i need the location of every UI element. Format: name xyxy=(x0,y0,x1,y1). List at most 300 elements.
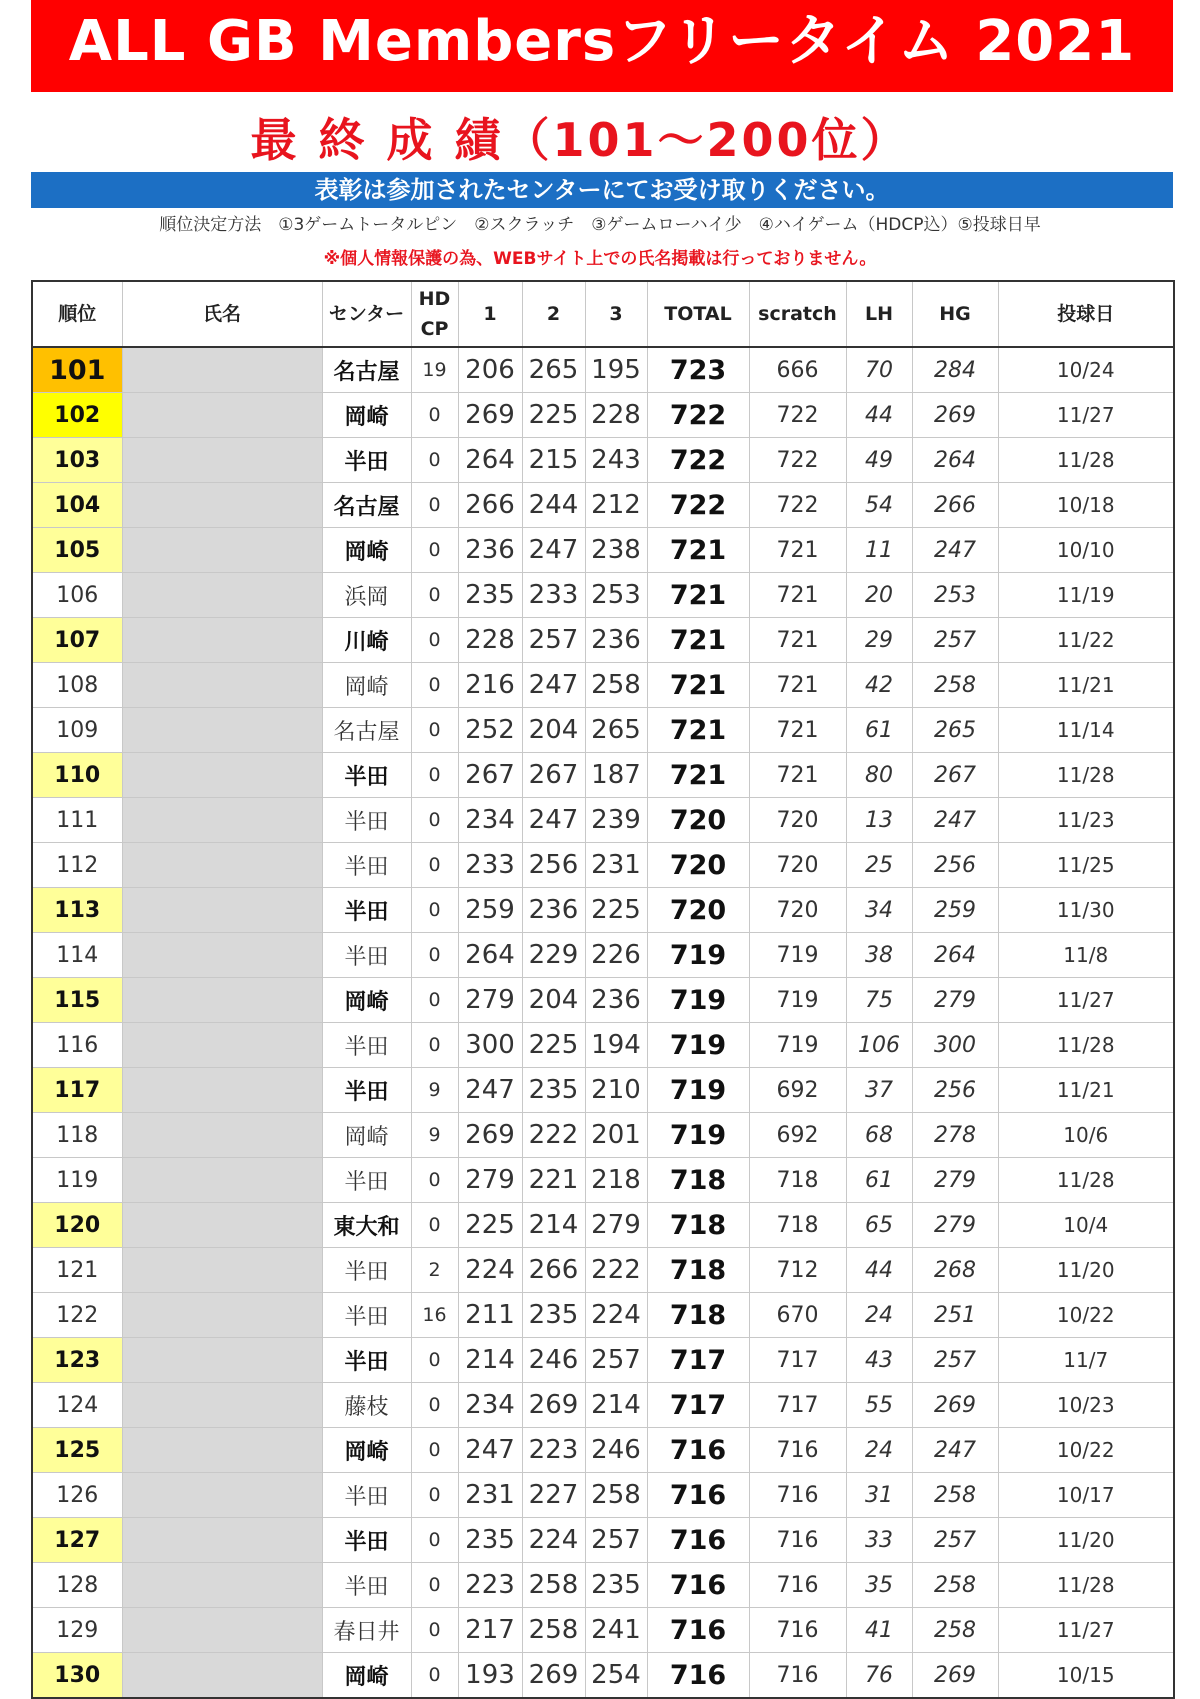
center-cell: 川崎 xyxy=(322,618,411,663)
scratch-cell: 692 xyxy=(749,1113,846,1158)
total-cell: 719 xyxy=(647,933,749,978)
center-cell: 半田 xyxy=(322,1473,411,1518)
scratch-cell: 716 xyxy=(749,1653,846,1699)
name-cell-masked xyxy=(122,798,322,843)
game1-cell: 235 xyxy=(458,1518,522,1563)
game2-cell: 258 xyxy=(522,1563,585,1608)
date-cell: 10/22 xyxy=(998,1428,1174,1473)
game3-cell: 187 xyxy=(585,753,647,798)
scratch-cell: 670 xyxy=(749,1293,846,1338)
hdcp-cell: 0 xyxy=(411,1608,458,1653)
hg-cell: 258 xyxy=(912,1563,998,1608)
total-cell: 716 xyxy=(647,1608,749,1653)
scratch-cell: 721 xyxy=(749,573,846,618)
scratch-cell: 720 xyxy=(749,888,846,933)
date-cell: 10/4 xyxy=(998,1203,1174,1248)
game2-cell: 265 xyxy=(522,347,585,393)
table-row xyxy=(32,1113,1174,1158)
center-cell: 半田 xyxy=(322,1023,411,1068)
rank-cell: 115 xyxy=(32,978,122,1023)
lh-cell: 13 xyxy=(846,798,912,843)
hdcp-cell: 0 xyxy=(411,618,458,663)
center-cell: 岡崎 xyxy=(322,978,411,1023)
hdcp-cell: 0 xyxy=(411,393,458,438)
hg-cell: 269 xyxy=(912,1653,998,1699)
table-row xyxy=(32,438,1174,483)
award-notice: 表彰は参加されたセンターにてお受け取りください。 xyxy=(31,172,1173,208)
total-cell: 721 xyxy=(647,663,749,708)
game3-cell: 212 xyxy=(585,483,647,528)
hdcp-cell: 0 xyxy=(411,798,458,843)
scratch-cell: 666 xyxy=(749,347,846,393)
game1-cell: 224 xyxy=(458,1248,522,1293)
game2-cell: 204 xyxy=(522,978,585,1023)
hdcp-cell: 2 xyxy=(411,1248,458,1293)
total-cell: 716 xyxy=(647,1518,749,1563)
rank-cell: 129 xyxy=(32,1608,122,1653)
rank-cell: 102 xyxy=(32,393,122,438)
game2-cell: 235 xyxy=(522,1293,585,1338)
scratch-cell: 716 xyxy=(749,1563,846,1608)
date-cell: 10/10 xyxy=(998,528,1174,573)
name-cell-masked xyxy=(122,1293,322,1338)
rank-cell: 107 xyxy=(32,618,122,663)
hg-cell: 247 xyxy=(912,528,998,573)
total-cell: 717 xyxy=(647,1338,749,1383)
date-cell: 11/27 xyxy=(998,393,1174,438)
game2-cell: 269 xyxy=(522,1653,585,1699)
col-rank: 順位 xyxy=(32,281,122,347)
game1-cell: 264 xyxy=(458,438,522,483)
hg-cell: 259 xyxy=(912,888,998,933)
scratch-cell: 719 xyxy=(749,1023,846,1068)
rank-cell: 114 xyxy=(32,933,122,978)
scratch-cell: 719 xyxy=(749,978,846,1023)
table-row xyxy=(32,1608,1174,1653)
date-cell: 11/30 xyxy=(998,888,1174,933)
name-cell-masked xyxy=(122,573,322,618)
table-row xyxy=(32,1203,1174,1248)
game1-cell: 259 xyxy=(458,888,522,933)
col-game3: 3 xyxy=(585,281,647,347)
center-cell: 春日井 xyxy=(322,1608,411,1653)
scratch-cell: 716 xyxy=(749,1518,846,1563)
scratch-cell: 721 xyxy=(749,753,846,798)
game2-cell: 247 xyxy=(522,798,585,843)
rank-cell: 113 xyxy=(32,888,122,933)
col-hg: HG xyxy=(912,281,998,347)
lh-cell: 61 xyxy=(846,708,912,753)
name-cell-masked xyxy=(122,663,322,708)
lh-cell: 25 xyxy=(846,843,912,888)
center-cell: 半田 xyxy=(322,933,411,978)
name-cell-masked xyxy=(122,1518,322,1563)
total-cell: 718 xyxy=(647,1293,749,1338)
rank-cell: 128 xyxy=(32,1563,122,1608)
table-body xyxy=(32,347,1174,1698)
name-cell-masked xyxy=(122,1608,322,1653)
game1-cell: 247 xyxy=(458,1068,522,1113)
total-cell: 723 xyxy=(647,347,749,393)
game2-cell: 266 xyxy=(522,1248,585,1293)
hdcp-cell: 0 xyxy=(411,1383,458,1428)
col-total: TOTAL xyxy=(647,281,749,347)
col-hdcp-line1: HD xyxy=(418,288,451,310)
game3-cell: 224 xyxy=(585,1293,647,1338)
lh-cell: 68 xyxy=(846,1113,912,1158)
table-row xyxy=(32,978,1174,1023)
game3-cell: 243 xyxy=(585,438,647,483)
lh-cell: 41 xyxy=(846,1608,912,1653)
game1-cell: 211 xyxy=(458,1293,522,1338)
total-cell: 719 xyxy=(647,978,749,1023)
lh-cell: 61 xyxy=(846,1158,912,1203)
hg-cell: 257 xyxy=(912,1518,998,1563)
table-row xyxy=(32,1518,1174,1563)
rank-cell: 106 xyxy=(32,573,122,618)
rank-cell: 105 xyxy=(32,528,122,573)
game1-cell: 264 xyxy=(458,933,522,978)
rank-cell: 125 xyxy=(32,1428,122,1473)
date-cell: 10/18 xyxy=(998,483,1174,528)
col-game2: 2 xyxy=(522,281,585,347)
title-banner: ALL GB Membersフリータイム 2021 xyxy=(31,0,1173,92)
scratch-cell: 717 xyxy=(749,1383,846,1428)
game3-cell: 195 xyxy=(585,347,647,393)
center-cell: 岡崎 xyxy=(322,1653,411,1699)
date-cell: 11/23 xyxy=(998,798,1174,843)
total-cell: 716 xyxy=(647,1653,749,1699)
hg-cell: 284 xyxy=(912,347,998,393)
game1-cell: 236 xyxy=(458,528,522,573)
table-row xyxy=(32,1653,1174,1699)
total-cell: 721 xyxy=(647,573,749,618)
date-cell: 11/27 xyxy=(998,1608,1174,1653)
name-cell-masked xyxy=(122,1203,322,1248)
name-cell-masked xyxy=(122,978,322,1023)
game1-cell: 279 xyxy=(458,1158,522,1203)
hdcp-cell: 0 xyxy=(411,933,458,978)
hdcp-cell: 0 xyxy=(411,1518,458,1563)
scratch-cell: 716 xyxy=(749,1428,846,1473)
hdcp-cell: 0 xyxy=(411,1023,458,1068)
rank-cell: 103 xyxy=(32,438,122,483)
center-cell: 東大和 xyxy=(322,1203,411,1248)
game2-cell: 233 xyxy=(522,573,585,618)
total-cell: 720 xyxy=(647,798,749,843)
game3-cell: 201 xyxy=(585,1113,647,1158)
rank-cell: 117 xyxy=(32,1068,122,1113)
date-cell: 10/6 xyxy=(998,1113,1174,1158)
date-cell: 10/22 xyxy=(998,1293,1174,1338)
lh-cell: 34 xyxy=(846,888,912,933)
center-cell: 半田 xyxy=(322,753,411,798)
game2-cell: 225 xyxy=(522,1023,585,1068)
center-cell: 名古屋 xyxy=(322,347,411,393)
center-cell: 名古屋 xyxy=(322,708,411,753)
date-cell: 10/24 xyxy=(998,347,1174,393)
rank-cell: 126 xyxy=(32,1473,122,1518)
hdcp-cell: 0 xyxy=(411,1338,458,1383)
hg-cell: 279 xyxy=(912,1203,998,1248)
game3-cell: 258 xyxy=(585,663,647,708)
hg-cell: 264 xyxy=(912,438,998,483)
game3-cell: 236 xyxy=(585,978,647,1023)
name-cell-masked xyxy=(122,933,322,978)
lh-cell: 75 xyxy=(846,978,912,1023)
center-cell: 半田 xyxy=(322,1338,411,1383)
lh-cell: 80 xyxy=(846,753,912,798)
lh-cell: 24 xyxy=(846,1428,912,1473)
date-cell: 11/25 xyxy=(998,843,1174,888)
table-row xyxy=(32,1473,1174,1518)
game2-cell: 267 xyxy=(522,753,585,798)
rank-cell: 123 xyxy=(32,1338,122,1383)
game3-cell: 253 xyxy=(585,573,647,618)
hdcp-cell: 19 xyxy=(411,347,458,393)
game3-cell: 222 xyxy=(585,1248,647,1293)
game2-cell: 257 xyxy=(522,618,585,663)
date-cell: 11/28 xyxy=(998,1023,1174,1068)
hdcp-cell: 0 xyxy=(411,1158,458,1203)
game2-cell: 256 xyxy=(522,843,585,888)
hg-cell: 279 xyxy=(912,1158,998,1203)
game1-cell: 228 xyxy=(458,618,522,663)
name-cell-masked xyxy=(122,1158,322,1203)
rank-cell: 101 xyxy=(32,347,122,393)
center-cell: 半田 xyxy=(322,888,411,933)
privacy-note: ※個人情報保護の為、WEBサイト上での氏名掲載は行っておりません。 xyxy=(323,249,877,269)
game2-cell: 244 xyxy=(522,483,585,528)
rank-cell: 120 xyxy=(32,1203,122,1248)
game2-cell: 269 xyxy=(522,1383,585,1428)
hg-cell: 256 xyxy=(912,1068,998,1113)
rank-cell: 130 xyxy=(32,1653,122,1699)
hg-cell: 266 xyxy=(912,483,998,528)
hdcp-cell: 0 xyxy=(411,978,458,1023)
rank-cell: 116 xyxy=(32,1023,122,1068)
rank-cell: 124 xyxy=(32,1383,122,1428)
hg-cell: 257 xyxy=(912,618,998,663)
table-row xyxy=(32,753,1174,798)
col-name: 氏名 xyxy=(122,281,322,347)
total-cell: 718 xyxy=(647,1248,749,1293)
date-cell: 10/17 xyxy=(998,1473,1174,1518)
center-cell: 岡崎 xyxy=(322,393,411,438)
game2-cell: 215 xyxy=(522,438,585,483)
hg-cell: 253 xyxy=(912,573,998,618)
date-cell: 11/7 xyxy=(998,1338,1174,1383)
hdcp-cell: 0 xyxy=(411,573,458,618)
center-cell: 半田 xyxy=(322,1068,411,1113)
date-cell: 11/27 xyxy=(998,978,1174,1023)
scratch-cell: 722 xyxy=(749,483,846,528)
hg-cell: 269 xyxy=(912,1383,998,1428)
hg-cell: 267 xyxy=(912,753,998,798)
game3-cell: 225 xyxy=(585,888,647,933)
table-row xyxy=(32,1338,1174,1383)
game2-cell: 229 xyxy=(522,933,585,978)
hg-cell: 269 xyxy=(912,393,998,438)
scratch-cell: 720 xyxy=(749,798,846,843)
name-cell-masked xyxy=(122,843,322,888)
page-subtitle: 最 終 成 績（101～200位） xyxy=(250,113,910,167)
game2-cell: 247 xyxy=(522,663,585,708)
name-cell-masked xyxy=(122,483,322,528)
center-cell: 半田 xyxy=(322,798,411,843)
center-cell: 半田 xyxy=(322,1563,411,1608)
date-cell: 11/28 xyxy=(998,753,1174,798)
center-cell: 半田 xyxy=(322,1293,411,1338)
hdcp-cell: 0 xyxy=(411,1428,458,1473)
game2-cell: 225 xyxy=(522,393,585,438)
hg-cell: 247 xyxy=(912,798,998,843)
game3-cell: 231 xyxy=(585,843,647,888)
game2-cell: 222 xyxy=(522,1113,585,1158)
game3-cell: 226 xyxy=(585,933,647,978)
total-cell: 716 xyxy=(647,1563,749,1608)
scratch-cell: 719 xyxy=(749,933,846,978)
hg-cell: 258 xyxy=(912,1473,998,1518)
table-row xyxy=(32,933,1174,978)
hdcp-cell: 0 xyxy=(411,888,458,933)
total-cell: 721 xyxy=(647,528,749,573)
game1-cell: 252 xyxy=(458,708,522,753)
game1-cell: 223 xyxy=(458,1563,522,1608)
date-cell: 10/23 xyxy=(998,1383,1174,1428)
scratch-cell: 722 xyxy=(749,393,846,438)
hg-cell: 257 xyxy=(912,1338,998,1383)
game3-cell: 246 xyxy=(585,1428,647,1473)
scratch-cell: 721 xyxy=(749,618,846,663)
rank-cell: 110 xyxy=(32,753,122,798)
scratch-cell: 721 xyxy=(749,708,846,753)
rank-cell: 109 xyxy=(32,708,122,753)
total-cell: 722 xyxy=(647,438,749,483)
scratch-cell: 718 xyxy=(749,1158,846,1203)
game1-cell: 233 xyxy=(458,843,522,888)
table-row xyxy=(32,393,1174,438)
game2-cell: 258 xyxy=(522,1608,585,1653)
game3-cell: 258 xyxy=(585,1473,647,1518)
lh-cell: 70 xyxy=(846,347,912,393)
scratch-cell: 721 xyxy=(749,663,846,708)
game3-cell: 241 xyxy=(585,1608,647,1653)
lh-cell: 24 xyxy=(846,1293,912,1338)
col-scratch: scratch xyxy=(749,281,846,347)
game1-cell: 214 xyxy=(458,1338,522,1383)
game1-cell: 266 xyxy=(458,483,522,528)
table-row xyxy=(32,1293,1174,1338)
name-cell-masked xyxy=(122,708,322,753)
name-cell-masked xyxy=(122,347,322,393)
table-row xyxy=(32,1383,1174,1428)
total-cell: 717 xyxy=(647,1383,749,1428)
game3-cell: 214 xyxy=(585,1383,647,1428)
hg-cell: 279 xyxy=(912,978,998,1023)
center-cell: 岡崎 xyxy=(322,1113,411,1158)
col-hdcp xyxy=(411,281,458,347)
table-row xyxy=(32,483,1174,528)
game1-cell: 235 xyxy=(458,573,522,618)
total-cell: 721 xyxy=(647,753,749,798)
total-cell: 721 xyxy=(647,618,749,663)
lh-cell: 42 xyxy=(846,663,912,708)
results-table xyxy=(31,280,1175,1699)
hg-cell: 247 xyxy=(912,1428,998,1473)
hg-cell: 268 xyxy=(912,1248,998,1293)
center-cell: 半田 xyxy=(322,1158,411,1203)
table-row xyxy=(32,798,1174,843)
game2-cell: 236 xyxy=(522,888,585,933)
scratch-cell: 721 xyxy=(749,528,846,573)
center-cell: 半田 xyxy=(322,1518,411,1563)
rank-cell: 119 xyxy=(32,1158,122,1203)
rank-cell: 127 xyxy=(32,1518,122,1563)
name-cell-masked xyxy=(122,753,322,798)
col-hdcp-line2: CP xyxy=(420,318,449,340)
date-cell: 11/19 xyxy=(998,573,1174,618)
scratch-cell: 716 xyxy=(749,1608,846,1653)
ranking-method: 順位決定方法 ①3ゲームトータルピン ②スクラッチ ③ゲームローハイ少 ④ハイゲーム（HDCP込）⑤投球日早 xyxy=(159,215,1041,235)
date-cell: 11/21 xyxy=(998,663,1174,708)
name-cell-masked xyxy=(122,1428,322,1473)
lh-cell: 37 xyxy=(846,1068,912,1113)
table-row xyxy=(32,1158,1174,1203)
total-cell: 718 xyxy=(647,1158,749,1203)
lh-cell: 44 xyxy=(846,1248,912,1293)
game1-cell: 234 xyxy=(458,798,522,843)
hg-cell: 258 xyxy=(912,1608,998,1653)
table-header-row xyxy=(32,281,1174,347)
game2-cell: 246 xyxy=(522,1338,585,1383)
hdcp-cell: 0 xyxy=(411,708,458,753)
hg-cell: 265 xyxy=(912,708,998,753)
hdcp-cell: 0 xyxy=(411,528,458,573)
hdcp-cell: 0 xyxy=(411,663,458,708)
hdcp-cell: 0 xyxy=(411,438,458,483)
hg-cell: 251 xyxy=(912,1293,998,1338)
table-row xyxy=(32,573,1174,618)
date-cell: 11/28 xyxy=(998,1158,1174,1203)
hg-cell: 300 xyxy=(912,1023,998,1068)
scratch-cell: 716 xyxy=(749,1473,846,1518)
center-cell: 藤枝 xyxy=(322,1383,411,1428)
scratch-cell: 722 xyxy=(749,438,846,483)
game2-cell: 223 xyxy=(522,1428,585,1473)
game3-cell: 279 xyxy=(585,1203,647,1248)
hdcp-cell: 0 xyxy=(411,483,458,528)
table-row xyxy=(32,708,1174,753)
rank-cell: 104 xyxy=(32,483,122,528)
lh-cell: 49 xyxy=(846,438,912,483)
name-cell-masked xyxy=(122,393,322,438)
lh-cell: 11 xyxy=(846,528,912,573)
name-cell-masked xyxy=(122,1563,322,1608)
table-row xyxy=(32,1428,1174,1473)
center-cell: 半田 xyxy=(322,843,411,888)
lh-cell: 43 xyxy=(846,1338,912,1383)
game2-cell: 224 xyxy=(522,1518,585,1563)
rank-cell: 118 xyxy=(32,1113,122,1158)
scratch-cell: 717 xyxy=(749,1338,846,1383)
game3-cell: 265 xyxy=(585,708,647,753)
game2-cell: 247 xyxy=(522,528,585,573)
name-cell-masked xyxy=(122,1068,322,1113)
game1-cell: 279 xyxy=(458,978,522,1023)
lh-cell: 54 xyxy=(846,483,912,528)
name-cell-masked xyxy=(122,618,322,663)
